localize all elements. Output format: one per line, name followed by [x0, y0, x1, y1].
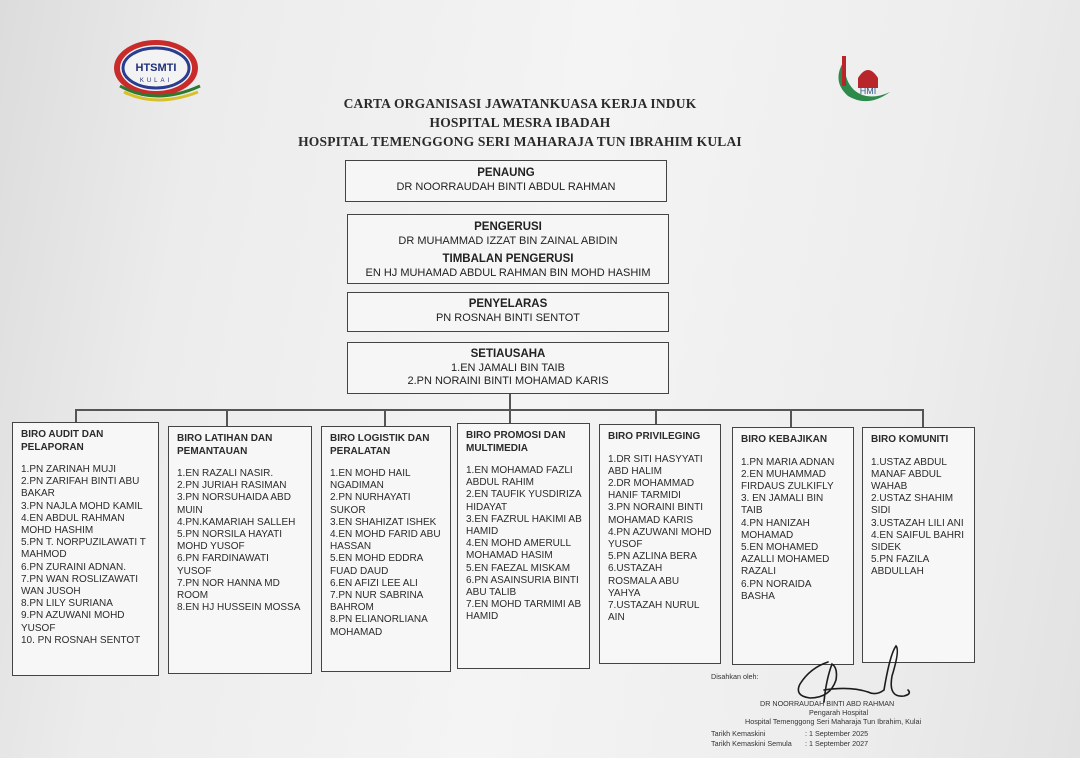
timbalan-name: EN HJ MUHAMAD ABDUL RAHMAN BIN MOHD HASHIM	[365, 266, 651, 279]
timbalan-heading: TIMBALAN PENGERUSI	[442, 253, 574, 265]
pengerusi-heading: PENGERUSI	[474, 221, 542, 233]
biro-member: 1.DR SITI HASYYATI ABD HALIM	[608, 453, 703, 477]
biro-title: BIRO KOMUNITI	[871, 434, 949, 445]
biro-audit-box	[12, 422, 159, 676]
biro-member: 6.EN AFIZI LEE ALI	[330, 577, 418, 589]
biro-member: 4.PN.KAMARIAH SALLEH	[177, 516, 296, 528]
connector-horizontal	[75, 409, 923, 411]
logo-left-subtext: KULAI	[139, 78, 173, 84]
biro-member: 8.PN ELIANORLIANA MOHAMAD	[330, 614, 428, 638]
biro-member: 1.USTAZ ABDUL MANAF ABDUL WAHAB	[871, 456, 947, 492]
updated-label: Tarikh Kemaskini	[711, 729, 766, 738]
biro-member: 6.PN ASAINSURIA BINTI ABU TALIB	[466, 574, 579, 599]
setiausaha-heading: SETIAUSAHA	[470, 348, 546, 360]
connector-drop-3	[384, 409, 386, 427]
biro-member: 3.PN NAJLA MOHD KAMIL	[21, 500, 143, 512]
title-line-3: HOSPITAL TEMENGGONG SERI MAHARAJA TUN IBRAHIM KULAI	[298, 134, 742, 149]
biro-member: 7.EN MOHD TARMIMI AB HAMID	[466, 599, 582, 623]
connector-drop-1	[75, 409, 77, 423]
next-update-value: : 1 September 2027	[805, 739, 869, 748]
biro-member: 6.PN FARDINAWATI YUSOF	[177, 553, 269, 577]
biro-member: 3.EN FAZRUL HAKIMI AB HAMID	[466, 513, 582, 538]
biro-member: 4.PN HANIZAH MOHAMAD	[741, 517, 810, 541]
connector-drop-5	[655, 409, 657, 425]
biro-member: 4.PN AZUWANI MOHD YUSOF	[608, 526, 712, 550]
approval-label: Disahkan oleh:	[711, 672, 759, 681]
penyelaras-name: PN ROSNAH BINTI SENTOT	[435, 311, 581, 324]
biro-komuniti-box	[862, 427, 975, 663]
setiausaha-member-1: 1.EN JAMALI BIN TAIB	[451, 361, 565, 374]
biro-member: 2.PN JURIAH RASIMAN	[177, 480, 287, 492]
approver-hospital: Hospital Temenggong Seri Maharaja Tun Ibrahim, Kulai	[745, 717, 922, 726]
htsmti-logo	[110, 38, 208, 108]
biro-member: 5.EN FAEZAL MISKAM	[466, 562, 571, 574]
pengerusi-box	[347, 214, 669, 284]
biro-member: 5.PN AZLINA BERA	[608, 551, 697, 563]
title-line-2: HOSPITAL MESRA IBADAH	[429, 115, 611, 130]
biro-member: 2.EN MUHAMMAD FIRDAUS ZULKIFLY	[741, 468, 834, 492]
biro-member: 8.PN LILY SURIANA	[21, 598, 113, 610]
biro-member: 1.EN RAZALI NASIR.	[177, 468, 274, 479]
biro-member: 3.USTAZAH LILI ANI	[871, 517, 964, 529]
biro-title: BIRO LATIHAN DAN PEMANTAUAN	[177, 433, 273, 457]
biro-member: 7.PN WAN ROSLIZAWATI WAN JUSOH	[21, 573, 139, 598]
biro-logistik-box	[321, 426, 451, 672]
biro-member: 3.PN NORAINI BINTI MOHAMAD KARIS	[608, 502, 704, 526]
biro-member: 3.EN SHAHIZAT ISHEK	[330, 516, 437, 528]
setiausaha-box	[347, 342, 669, 394]
biro-kebajikan-box	[732, 427, 854, 665]
biro-member: 2.DR MOHAMMAD HANIF TARMIDI	[608, 477, 695, 502]
biro-member: 4.EN MOHD FARID ABU HASSAN	[330, 529, 441, 553]
connector-trunk	[509, 394, 511, 410]
biro-member: 4.EN ABDUL RAHMAN MOHD HASHIM	[21, 512, 125, 537]
setiausaha-member-2: 2.PN NORAINI BINTI MOHAMAD KARIS	[407, 375, 609, 387]
biro-member: 7.PN NUR SABRINA BAHROM	[330, 590, 423, 614]
biro-member: 1.EN MOHD HAIL NGADIMAN	[330, 468, 411, 492]
biro-member: 5.PN NORSILA HAYATI MOHD YUSOF	[177, 529, 283, 553]
logo-right-text: HMI	[859, 86, 877, 96]
biro-member: 2.USTAZ SHAHIM SIDI	[871, 493, 954, 517]
biro-member: 1.PN MARIA ADNAN	[741, 456, 835, 468]
connector-drop-4	[509, 409, 511, 423]
logo-left-text: HTSMTI	[135, 62, 177, 74]
title-line-1: CARTA ORGANISASI JAWATANKUASA KERJA INDUK	[343, 96, 697, 111]
penaung-heading: PENAUNG	[477, 167, 535, 179]
biro-title: BIRO KEBAJIKAN	[741, 434, 828, 445]
biro-member: 6.PN NORAIDA BASHA	[741, 578, 812, 602]
pengerusi-name: DR MUHAMMAD IZZAT BIN ZAINAL ABIDIN	[398, 234, 618, 247]
biro-member: 3.PN NORSUHAIDA ABD MUIN	[177, 492, 291, 516]
biro-member: 7.PN NOR HANNA MD ROOM	[177, 577, 280, 602]
biro-latihan-box	[168, 426, 312, 674]
next-update-label: Tarikh Kemaskini Semula	[711, 739, 792, 748]
biro-privileging-box	[599, 424, 721, 664]
biro-member: 9.PN AZUWANI MOHD YUSOF	[21, 610, 125, 634]
biro-member: 5.PN FAZILA ABDULLAH	[871, 554, 929, 578]
biro-member: 2.PN NURHAYATI SUKOR	[330, 492, 411, 516]
biro-member: 6.PN ZURAINI ADNAN.	[21, 561, 127, 573]
biro-member: 5.EN MOHAMED AZALLI MOHAMED RAZALI	[741, 541, 830, 578]
biro-title: BIRO PRIVILEGING	[608, 431, 701, 442]
biro-promosi-box	[457, 423, 590, 669]
biro-member: 10. PN ROSNAH SENTOT	[21, 634, 141, 646]
approver-position: Pengarah Hospital	[809, 708, 869, 717]
connector-drop-7	[922, 409, 924, 427]
penaung-name: DR NOORRAUDAH BINTI ABDUL RAHMAN	[396, 180, 616, 193]
updated-value: : 1 September 2025	[805, 729, 869, 738]
penyelaras-box	[347, 292, 669, 332]
biro-title: BIRO PROMOSI DAN MULTIMEDIA	[466, 430, 566, 454]
hmi-logo	[828, 50, 898, 106]
biro-member: 5.PN T. NORPUZILAWATI T MAHMOD	[21, 537, 146, 561]
biro-member: 7.USTAZAH NURUL AIN	[608, 599, 700, 624]
document-title	[220, 94, 820, 151]
penaung-box	[345, 160, 667, 202]
biro-member: 1.PN ZARINAH MUJI	[21, 464, 117, 475]
biro-member: 5.EN MOHD EDDRA FUAD DAUD	[330, 553, 423, 577]
biro-member: 2.EN TAUFIK YUSDIRIZA HIDAYAT	[466, 489, 582, 513]
biro-member: 4.EN SAIFUL BAHRI SIDEK	[871, 529, 964, 553]
biro-member: 3. EN JAMALI BIN TAIB	[741, 493, 824, 517]
biro-member: 2.PN ZARIFAH BINTI ABU BAKAR	[21, 476, 140, 500]
biro-member: 8.EN HJ HUSSEIN MOSSA	[177, 602, 301, 614]
biro-member: 1.EN MOHAMAD FAZLI ABDUL RAHIM	[466, 465, 573, 489]
biro-title: BIRO LOGISTIK DAN PERALATAN	[330, 433, 430, 457]
approver-name: DR NOORRAUDAH BINTI ABD RAHMAN	[760, 699, 895, 708]
biro-member: 6.USTAZAH ROSMALA ABU YAHYA	[608, 563, 680, 599]
biro-title: BIRO AUDIT DAN PELAPORAN	[21, 429, 104, 453]
connector-drop-2	[226, 409, 228, 427]
biro-member: 4.EN MOHD AMERULL MOHAMAD HASIM	[466, 538, 571, 562]
penyelaras-heading: PENYELARAS	[468, 298, 548, 310]
connector-drop-6	[790, 409, 792, 427]
